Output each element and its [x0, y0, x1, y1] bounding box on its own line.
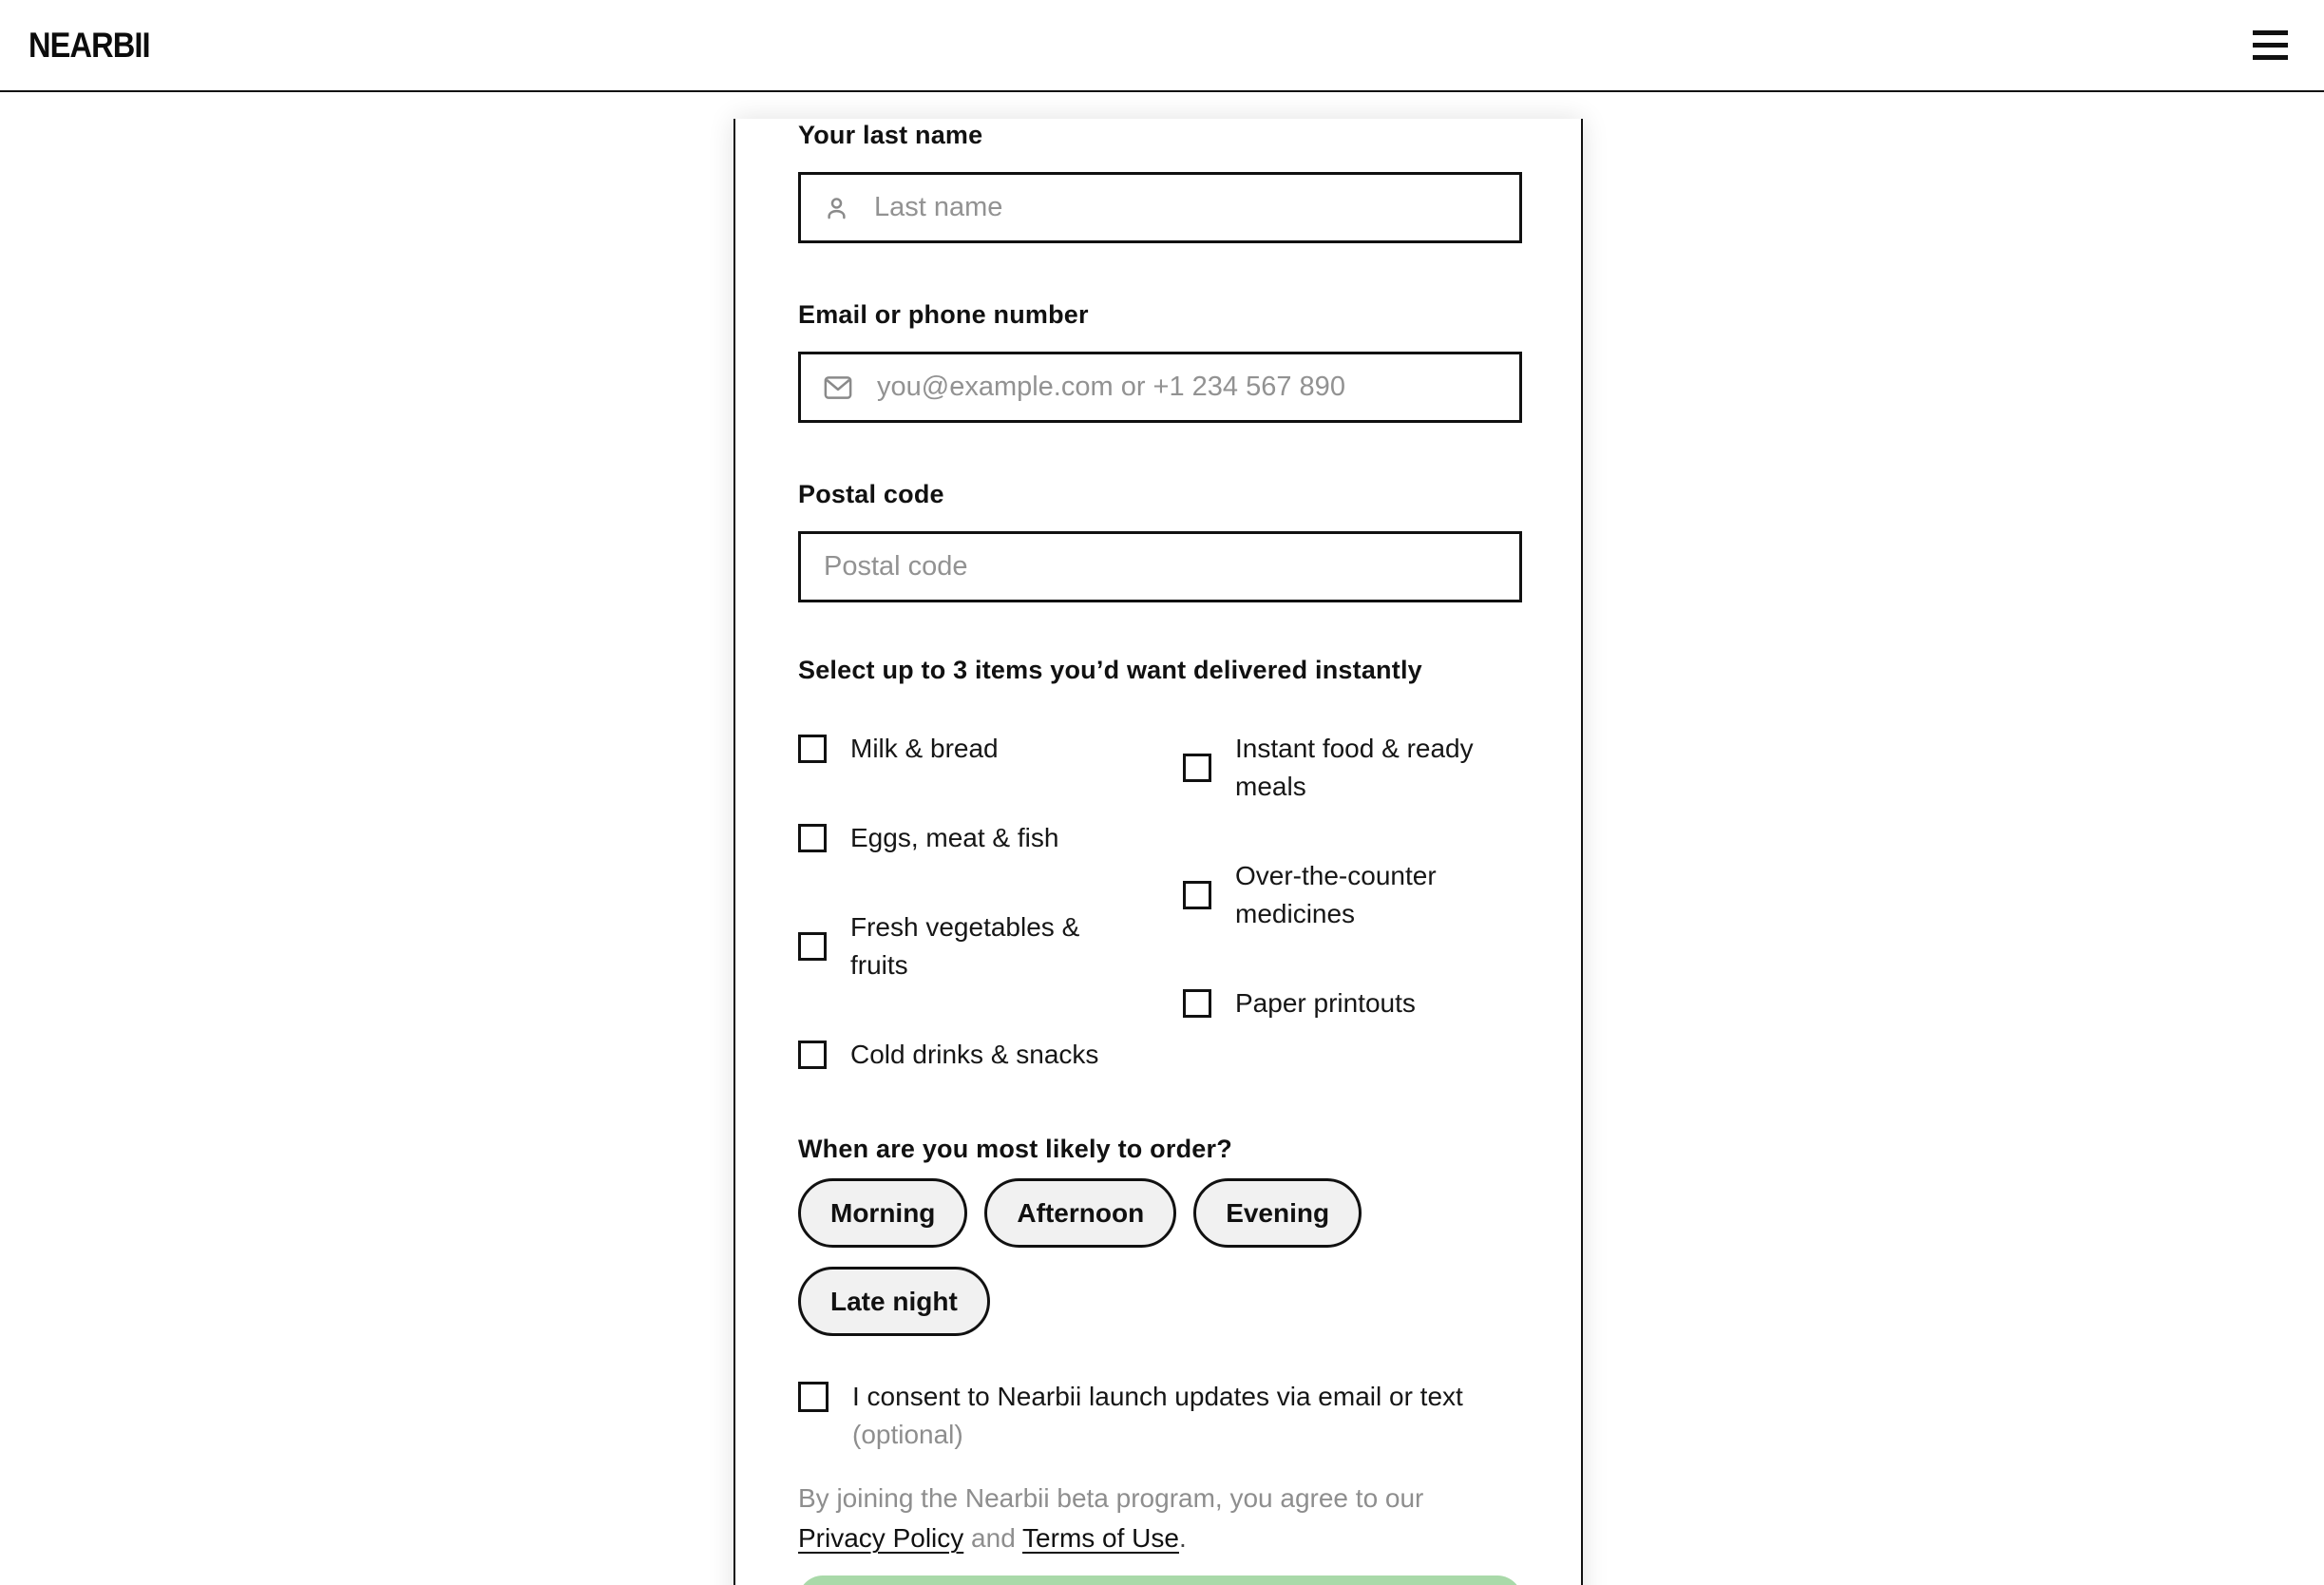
items-column-2 — [1183, 730, 1522, 1074]
hamburger-bar — [2253, 55, 2288, 60]
consent-checkbox[interactable] — [798, 1382, 829, 1412]
pill-late-night[interactable]: Late night — [798, 1267, 990, 1336]
envelope-icon — [824, 375, 852, 400]
checkbox-label: Instant food & ready meals — [1235, 734, 1474, 801]
checkbox-label: Cold drinks & snacks — [850, 1040, 1099, 1069]
legal-text — [798, 1479, 1501, 1558]
consent-optional-text: (optional) — [852, 1420, 963, 1449]
checkbox-item-paper-printouts[interactable] — [1183, 984, 1522, 1022]
items-checkbox-grid — [798, 730, 1522, 1074]
app-header — [0, 0, 2324, 92]
consent-row[interactable] — [798, 1378, 1522, 1454]
checkbox-label: Eggs, meat & fish — [850, 823, 1059, 852]
checkbox-item-instant-food-ready-meals[interactable] — [1183, 730, 1522, 806]
page-body — [0, 92, 2324, 1585]
milk-bread-checkbox[interactable] — [798, 735, 827, 763]
checkbox-label: Milk & bread — [850, 734, 999, 763]
checkbox-item-milk-bread[interactable] — [798, 730, 1183, 768]
cold-drinks-snacks-checkbox[interactable] — [798, 1041, 827, 1069]
over-the-counter-medicines-checkbox[interactable] — [1183, 881, 1211, 909]
checkbox-item-cold-drinks-snacks[interactable] — [798, 1036, 1183, 1074]
checkbox-label: Over-the-counter medicines — [1235, 861, 1437, 928]
checkbox-item-fresh-vegetables-fruits[interactable] — [798, 908, 1183, 984]
postal-code-inputbox[interactable] — [798, 531, 1522, 602]
email-phone-inputbox[interactable] — [798, 352, 1522, 423]
postal-code-label: Postal code — [798, 480, 944, 508]
checkbox-item-over-the-counter-medicines[interactable] — [1183, 857, 1522, 933]
pill-morning[interactable]: Morning — [798, 1178, 967, 1248]
checkbox-item-eggs-meat-fish[interactable] — [798, 819, 1183, 857]
person-icon — [824, 195, 849, 221]
submit-button[interactable] — [798, 1575, 1522, 1585]
email-phone-label: Email or phone number — [798, 300, 1089, 329]
postal-code-input[interactable] — [824, 539, 1500, 596]
signup-form-column — [733, 119, 1583, 1585]
hamburger-bar — [2253, 43, 2288, 48]
last-name-input[interactable] — [874, 180, 1500, 237]
nearbii-logo: NEARBII — [29, 25, 150, 65]
hamburger-bar — [2253, 30, 2288, 35]
email-phone-group — [798, 298, 1522, 423]
last-name-group — [798, 119, 1522, 243]
email-phone-input[interactable] — [877, 359, 1500, 416]
terms-of-use-link[interactable]: Terms of Use — [1022, 1523, 1179, 1553]
eggs-meat-fish-checkbox[interactable] — [798, 824, 827, 852]
hamburger-menu-icon[interactable] — [2253, 30, 2288, 60]
checkbox-label: Fresh vegetables & fruits — [850, 912, 1080, 980]
legal-prefix: By joining the Nearbii beta program, you agree to our — [798, 1483, 1424, 1513]
instant-food-ready-meals-checkbox[interactable] — [1183, 754, 1211, 782]
legal-period: . — [1178, 1523, 1187, 1553]
order-time-options — [798, 1178, 1406, 1336]
last-name-inputbox[interactable] — [798, 172, 1522, 243]
pill-afternoon[interactable]: Afternoon — [984, 1178, 1176, 1248]
last-name-label: Your last name — [798, 121, 983, 149]
privacy-policy-link[interactable]: Privacy Policy — [798, 1523, 964, 1553]
postal-code-group — [798, 478, 1522, 602]
checkbox-label: Paper printouts — [1235, 988, 1416, 1018]
items-section-title: Select up to 3 items you’d want delivered instantly — [798, 656, 1422, 684]
legal-conjunction: and — [971, 1523, 1016, 1553]
items-column-1 — [798, 730, 1183, 1074]
pill-evening[interactable]: Evening — [1193, 1178, 1362, 1248]
consent-text — [852, 1378, 1522, 1454]
fresh-vegetables-fruits-checkbox[interactable] — [798, 932, 827, 961]
consent-main-text: I consent to Nearbii launch updates via email or text — [852, 1382, 1463, 1411]
order-time-title: When are you most likely to order? — [798, 1135, 1232, 1163]
paper-printouts-checkbox[interactable] — [1183, 989, 1211, 1018]
